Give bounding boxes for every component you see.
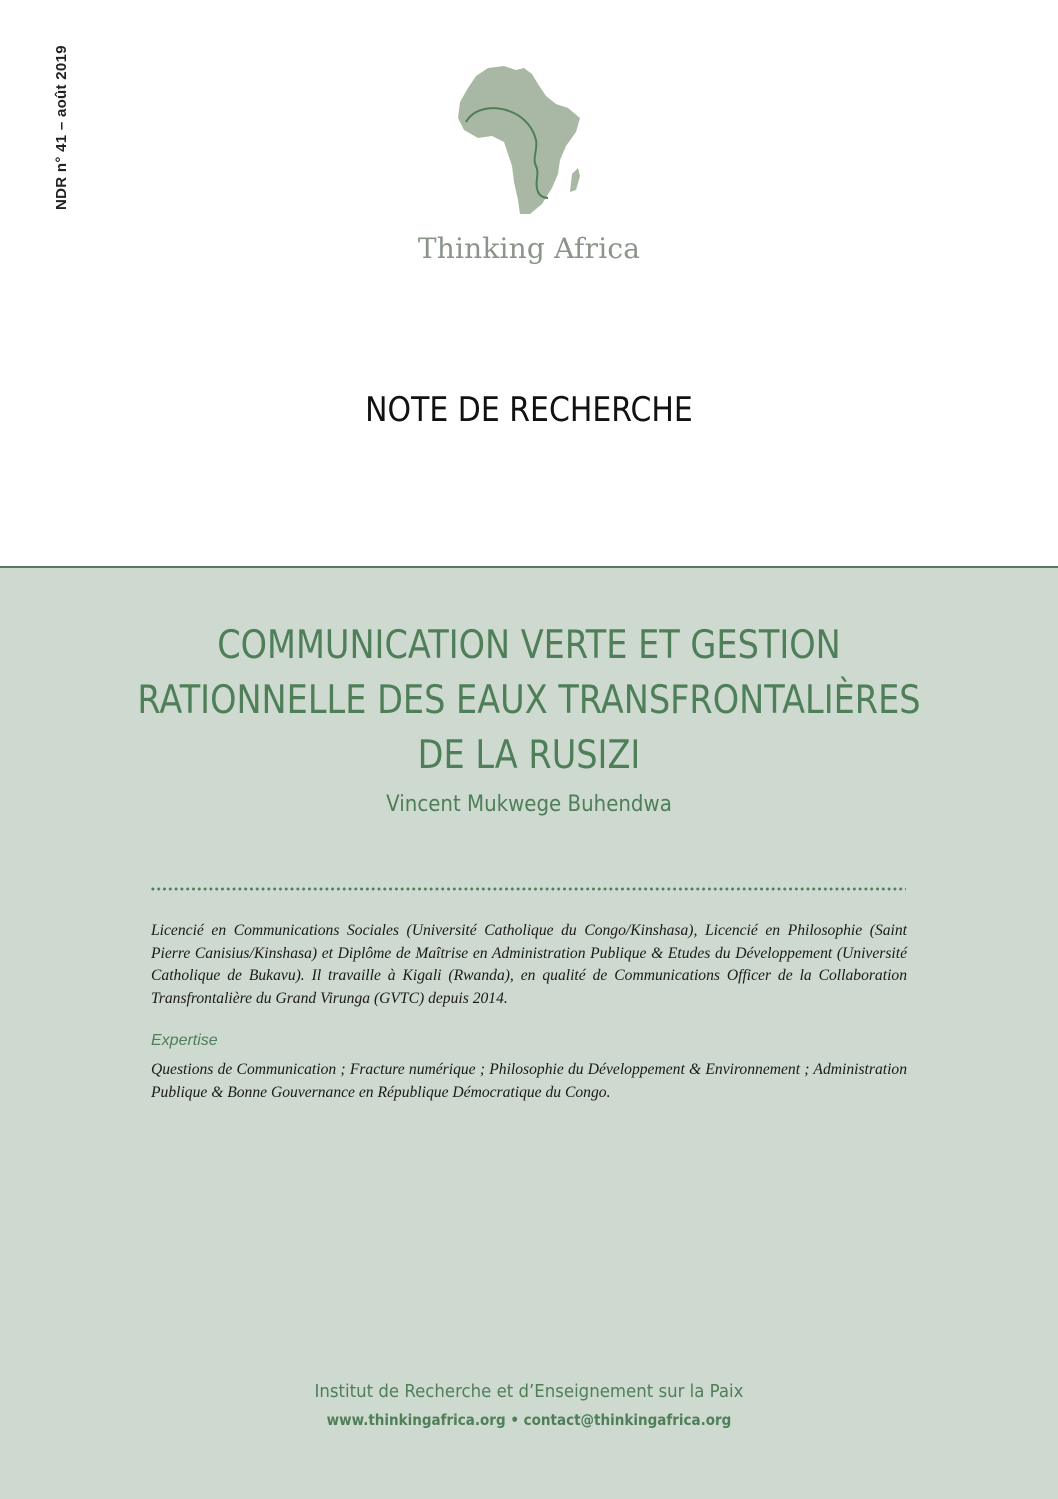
author-bio: Licencié en Communications Sociales (Université Catholique du Congo/Kinshasa), Licencié en Philosophie (Saint Pierre Canisius/Kinshasa) et Diplôme de Maîtrise en Administration Publique & Etudes du Développement (Université Catholique de Bukavu). Il travaille à Kigali (Rwanda), en qualité de Communications Officer de la Collaboration Transfrontalière du Grand Virunga (GVTC) depuis 2014. xyxy=(151,922,907,1007)
title-line: RATIONNELLE DES EAUX TRANSFRONTALIÈRES xyxy=(137,678,921,723)
brand-name: Thinking Africa xyxy=(417,232,641,265)
footer-contact-links[interactable]: www.thinkingafrica.org • contact@thinkingafrica.org xyxy=(326,1411,732,1429)
document-type: NOTE DE RECHERCHE xyxy=(365,390,693,430)
africa-continent-shape xyxy=(458,66,580,214)
africa-map-logo-icon xyxy=(448,62,592,218)
dotted-divider xyxy=(150,887,906,891)
author-name: Vincent Mukwege Buhendwa xyxy=(386,792,672,817)
title-line: COMMUNICATION VERTE ET GESTION xyxy=(217,623,841,668)
expertise-heading: Expertise xyxy=(151,1032,218,1049)
madagascar-shape xyxy=(570,168,580,192)
expertise-text: Questions de Communication ; Fracture numérique ; Philosophie du Développement & Environnement ; Administration Publique & Bonne Gouvernance en République Démocratique du Congo. xyxy=(151,1061,907,1101)
document-title xyxy=(74,618,984,783)
series-label: NDR n° 41 – août 2019 xyxy=(53,45,70,210)
footer-institute: Institut de Recherche et d’Enseignement sur la Paix xyxy=(314,1381,744,1402)
title-line: DE LA RUSIZI xyxy=(417,733,641,778)
